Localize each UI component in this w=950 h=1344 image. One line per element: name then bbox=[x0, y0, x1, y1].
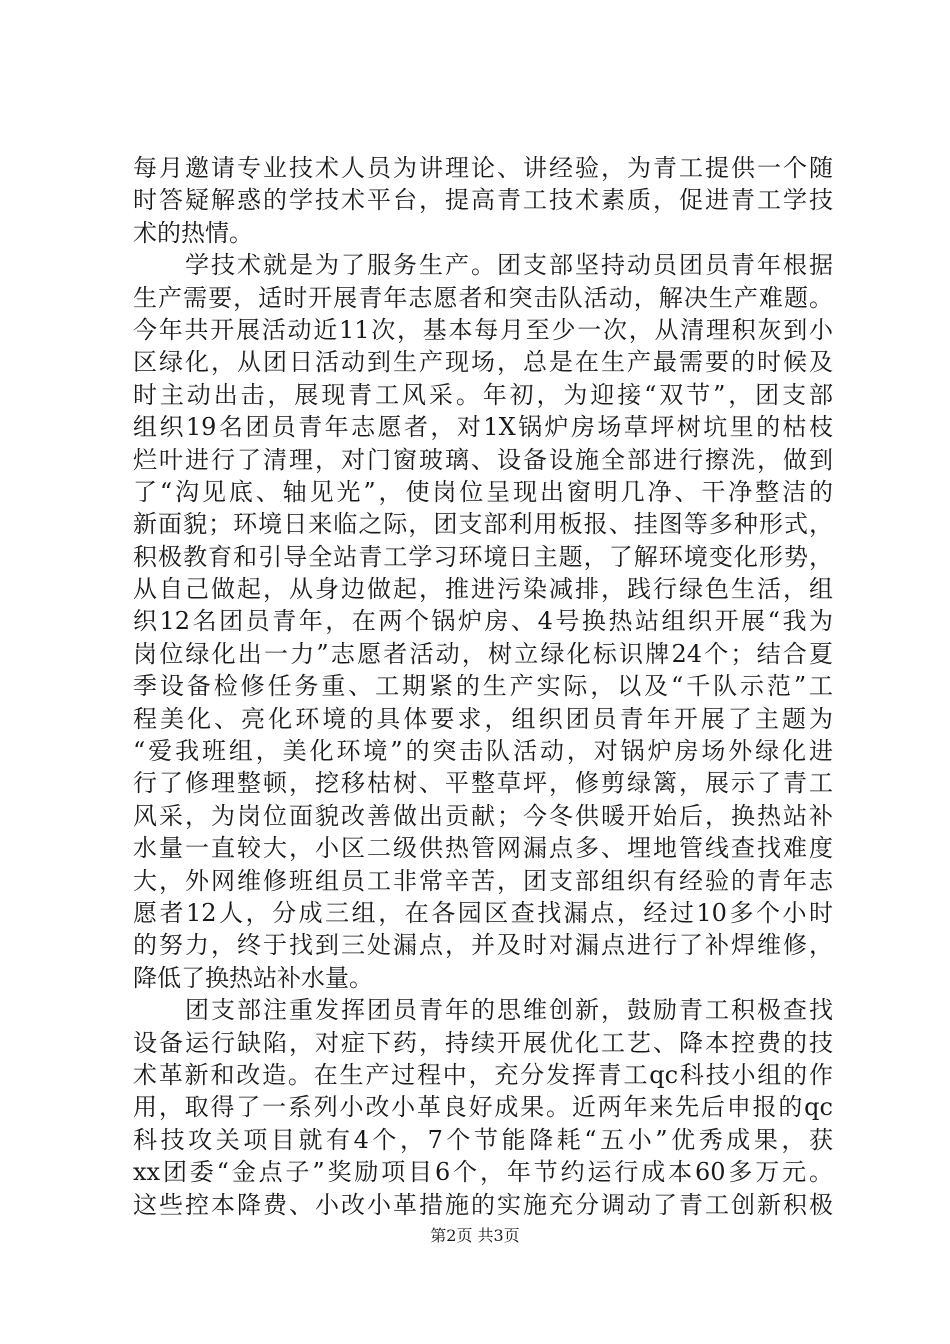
text-line: 积极教育和引导全站青工学习环境日主题，了解环境变化形势， bbox=[133, 542, 833, 571]
text-line: 今年共开展活动近11次，基本每月至少一次，从清理积灰到小 bbox=[133, 315, 833, 344]
text-line: 这些控本降费、小改小革措施的实施充分调动了青工创新积极 bbox=[133, 1190, 833, 1219]
body-text bbox=[133, 152, 833, 1221]
text-line: 用，取得了一系列小改小革良好成果。近两年来先后申报的qc bbox=[133, 1093, 833, 1122]
text-line: 季设备检修任务重、工期紧的生产实际，以及“千队示范”工 bbox=[133, 672, 833, 701]
text-line: 时主动出击，展现青工风采。年初，为迎接“双节”，团支部 bbox=[133, 380, 833, 409]
text-line: 水量一直较大，小区二级供热管网漏点多、埋地管线查找难度 bbox=[133, 834, 833, 863]
text-line: 术革新和改造。在生产过程中，充分发挥青工qc科技小组的作 bbox=[133, 1060, 833, 1089]
text-line: 行了修理整顿，挖移枯树、平整草坪，修剪绿篱，展示了青工 bbox=[133, 769, 833, 798]
text-line: 大，外网维修班组员工非常辛苦，团支部组织有经验的青年志 bbox=[133, 866, 833, 895]
text-line: 织12名团员青年，在两个锅炉房、4号换热站组织开展“我为 bbox=[133, 607, 833, 636]
text-line: 了“沟见底、轴见光”，使岗位呈现出窗明几净、干净整洁的 bbox=[133, 477, 833, 506]
text-line: 风采，为岗位面貌改善做出贡献；今冬供暖开始后，换热站补 bbox=[133, 801, 833, 830]
text-line: 学技术就是为了服务生产。团支部坚持动员团员青年根据 bbox=[133, 251, 833, 280]
text-line: 岗位绿化出一力”志愿者活动，树立绿化标识牌24个；结合夏 bbox=[133, 639, 833, 668]
text-line: 新面貌；环境日来临之际，团支部利用板报、挂图等多种形式， bbox=[133, 510, 833, 539]
text-line: 降低了换热站补水量。 bbox=[133, 963, 373, 992]
text-line: 愿者12人，分成三组，在各园区查找漏点，经过10多个小时 bbox=[133, 898, 833, 927]
text-line: “爱我班组，美化环境”的突击队活动，对锅炉房场外绿化进 bbox=[133, 737, 833, 766]
text-line: 时答疑解惑的学技术平台，提高青工技术素质，促进青工学技 bbox=[133, 186, 833, 215]
text-line: 组织19名团员青年志愿者，对1X锅炉房场草坪树坑里的枯枝 bbox=[133, 413, 833, 442]
text-line: 团支部注重发挥团员青年的思维创新，鼓励青工积极查找 bbox=[133, 996, 833, 1025]
text-line: 区绿化，从团日活动到生产现场，总是在生产最需要的时候及 bbox=[133, 348, 833, 377]
page-footer: 第2页 共3页 bbox=[430, 1226, 520, 1245]
text-line: 每月邀请专业技术人员为讲理论、讲经验，为青工提供一个随 bbox=[133, 154, 833, 182]
text-line: 从自己做起，从身边做起，推进污染减排，践行绿色生活，组 bbox=[133, 575, 833, 604]
text-line: 科技攻关项目就有4个，7个节能降耗“五小”优秀成果，获 bbox=[133, 1125, 833, 1154]
text-line: 术的热情。 bbox=[133, 218, 253, 247]
text-line: 生产需要，适时开展青年志愿者和突击队活动，解决生产难题。 bbox=[133, 283, 833, 312]
text-line: 的努力，终于找到三处漏点，并及时对漏点进行了补焊维修， bbox=[133, 931, 833, 960]
text-line: xx团委“金点子”奖励项目6个，年节约运行成本60多万元。 bbox=[133, 1158, 833, 1187]
text-line: 程美化、亮化环境的具体要求，组织团员青年开展了主题为 bbox=[133, 704, 833, 733]
text-line: 烂叶进行了清理，对门窗玻璃、设备设施全部进行擦洗，做到 bbox=[133, 445, 833, 474]
text-line: 设备运行缺陷，对症下药，持续开展优化工艺、降本控费的技 bbox=[133, 1028, 833, 1057]
